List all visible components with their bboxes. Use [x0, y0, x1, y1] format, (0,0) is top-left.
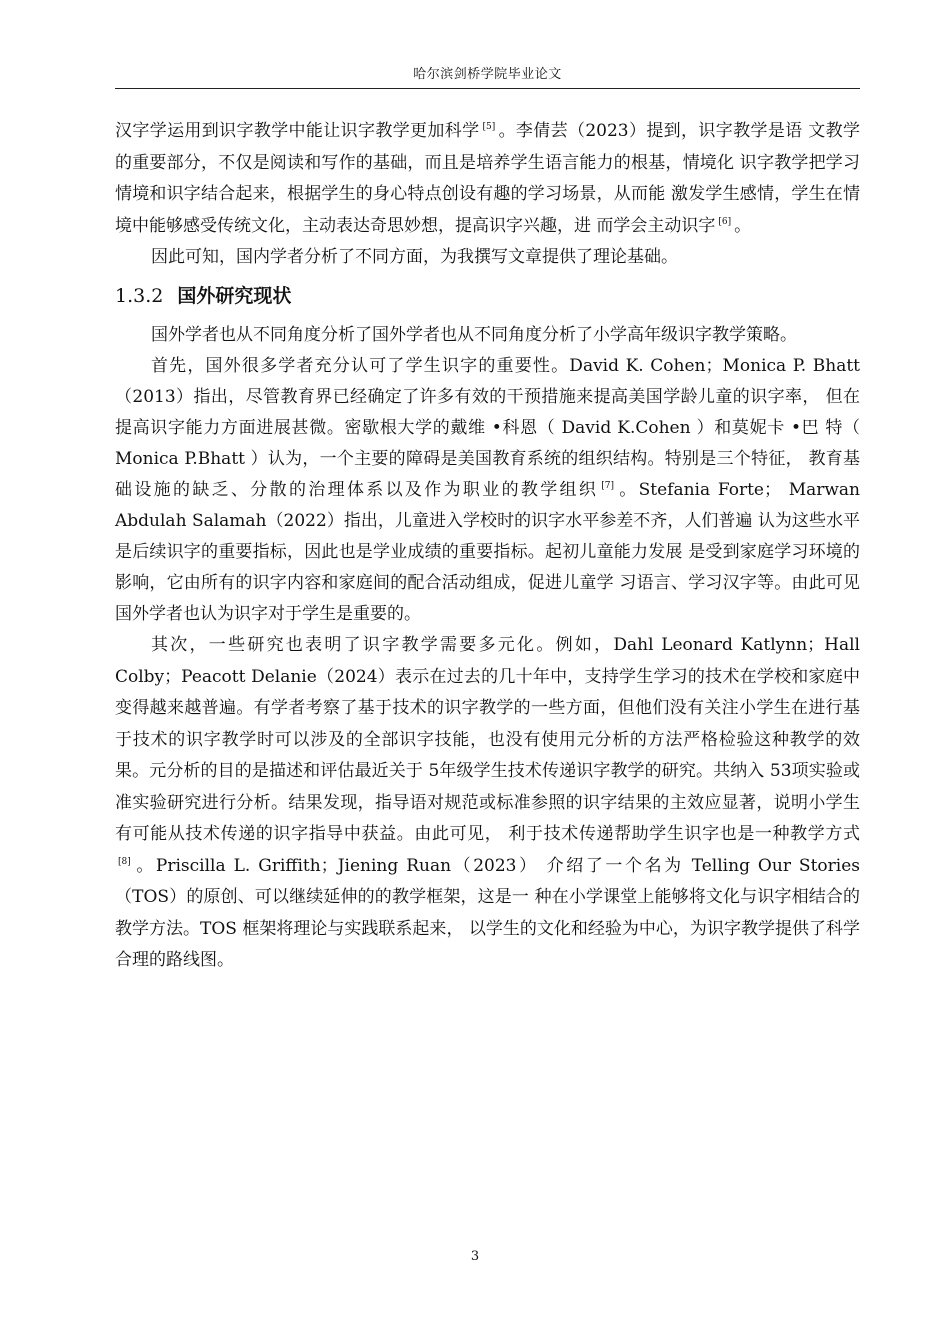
paragraph-conclusion: 因此可知，国内学者分析了不同方面，为我撰写文章提供了理论基础。 — [151, 247, 678, 267]
section-title: 国外研究现状 — [177, 284, 292, 307]
paragraph-foreign-importance — [115, 351, 860, 630]
section-heading — [115, 278, 860, 314]
paragraph-text: 。李倩芸（2023）提到，识字教学是语 文教学的重要部分，不仅是阅读和写作的基础，而且是培养学生语言能力的根基，情境化 识字教学把学习情境和识字结合起来，根据学生的身心特点创设有趣的学习场景，从而能 激发学生感情，学生在情境中能够感受传统文化，主动表达奇思妙想，提高识字兴趣，进 而学会主动识字 — [115, 121, 860, 236]
citation-8: [8] — [118, 856, 131, 867]
paragraph-text: 。Priscilla L. Griffith；Jiening Ruan（2023） 介绍了一个名为 Telling Our Stories（TOS）的原创、可以继续延伸的的教学框架，这是一 种在小学课堂上能够将文化与识字相结合的教学方法。TOS 框架将理论与实践联系起来， 以学生的文化和经验为中心，为识字教学提供了科学合理的路线图。 — [115, 855, 860, 970]
citation-5: [5] — [482, 122, 496, 132]
header-divider — [115, 88, 860, 89]
paragraph-domestic-summary — [115, 116, 860, 242]
page-header: 哈尔滨剑桥学院毕业论文 — [413, 67, 562, 82]
paragraph-text: 。 — [734, 215, 752, 236]
paragraph-text: 。Stefania Forte； Marwan Abdulah Salamah（2022）指出，儿童进入学校时的识字水平参差不齐，人们普遍 认为这些水平是后续识字的重要指标，因此也是学业成绩的重要指标。起初儿童能力发展 是受到家庭学习环境的影响，它由所有的识字内容和家庭间的配合活动组成，促进儿童学 习语言、学习汉字等。由此可见国外学者也认为识字对于学生是重要的。 — [115, 480, 861, 624]
paragraph-foreign-diversity — [115, 630, 860, 977]
paragraph-text: 其次，一些研究也表明了识字教学需要多元化。例如，Dahl Leonard Katlynn；Hall Colby；Peacott Delanie（2024）表示在过去的几十年中，支持学生学习的技术在学校和家庭中变得越来越普遍。有学者考察了基于技术的识字教学的一些方面，但他们没有关注小学生在进行基于技术的识字教学时可以涉及的全部识字技能，也没有使用元分析的方法严格检验这种教学的效果。元分析的目的是描述和评估最近关于 5年级学生技术传递识字教学的研究。共纳入 53项实验或准实验研究进行分析。结果发现，指导语对规范或标准参照的识字结果的主效应显著，说明小学生有可能从技术传递的识字指导中获益。由此可见， 利于技术传递帮助学生识字也是一种教学方式 — [115, 635, 860, 844]
citation-7: [7] — [601, 481, 614, 491]
paragraph-text: 首先，国外很多学者充分认可了学生识字的重要性。David K. Cohen；Monica P. Bhatt（2013）指出，尽管教育界已经确定了许多有效的干预措施来提高美国学龄儿童的识字率， 但在提高识字能力方面进展甚微。密歇根大学的戴维 •科恩（ David K.Cohen ）和莫妮卡 •巴 特（ Monica P.Bhatt ）认为，一个主要的障碍是美国教育系统的组织结构。特别是三个特征， 教育基础设施的缺乏、分散的治理体系以及作为职业的教学组织 — [115, 356, 861, 500]
citation-6: [6] — [718, 216, 732, 227]
page-number: 3 — [470, 1249, 480, 1264]
paragraph-text: 汉字学运用到识字教学中能让识字教学更加科学 — [115, 121, 480, 141]
section-number: 1.3.2 — [115, 284, 164, 307]
paragraph-foreign-intro: 国外学者也从不同角度分析了国外学者也从不同角度分析了小学高年级识字教学策略。 — [151, 324, 797, 345]
document-body — [115, 116, 860, 977]
